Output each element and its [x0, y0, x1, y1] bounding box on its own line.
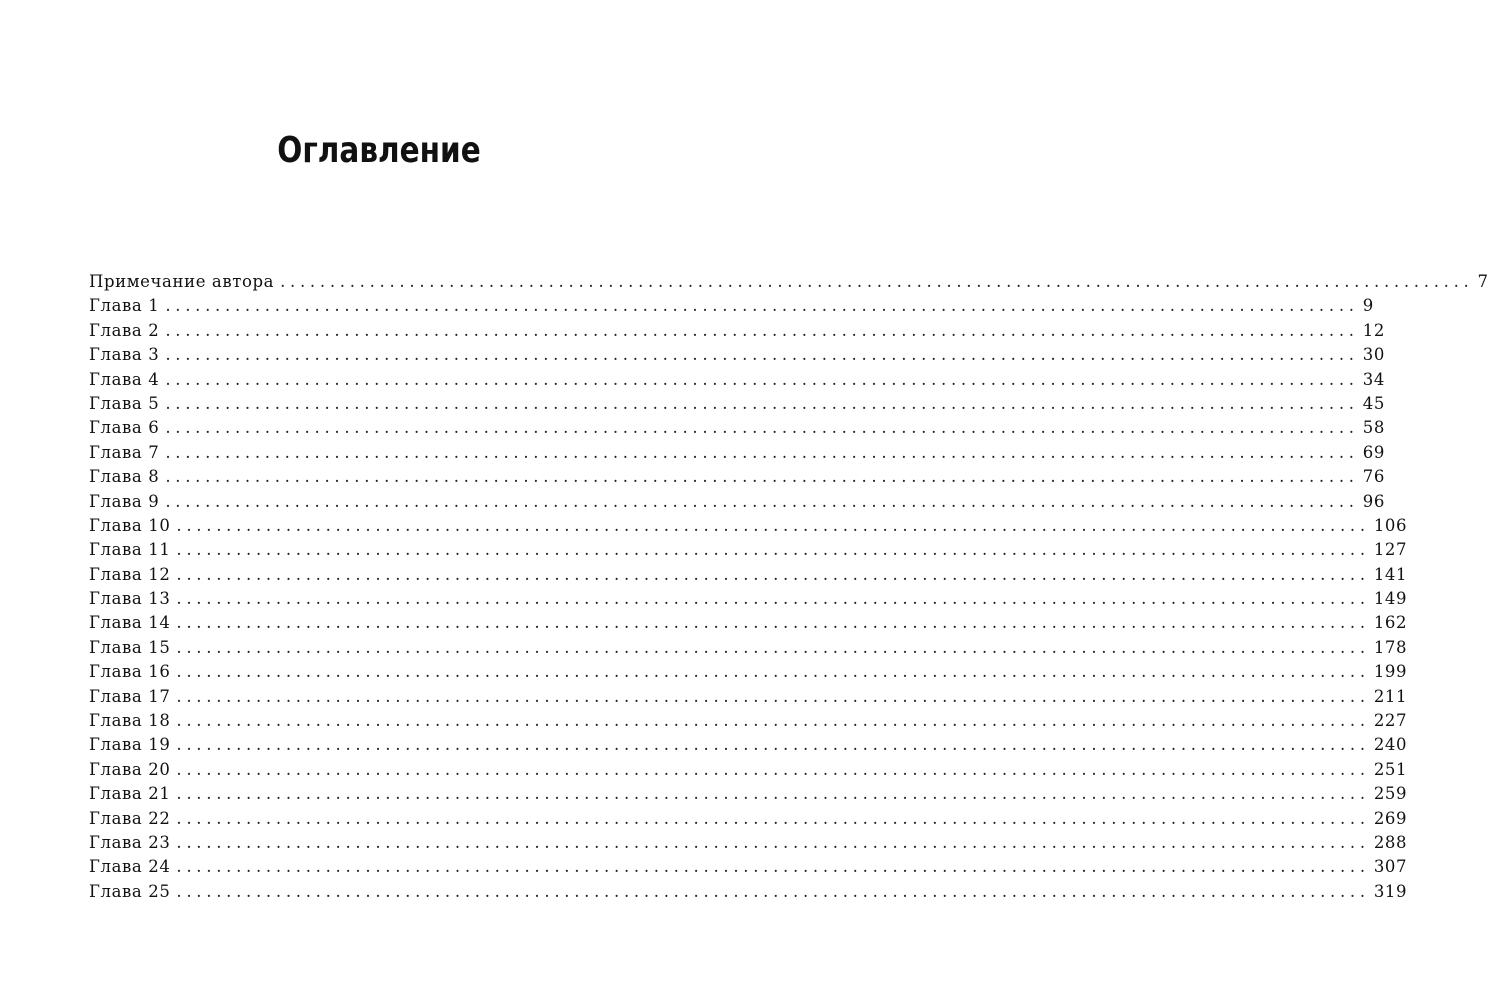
toc-entry[interactable] — [89, 855, 1408, 879]
toc-entry-page-number: 211 — [1373, 686, 1408, 706]
toc-entry-page-number: 106 — [1373, 515, 1408, 535]
toc-dot-leader: ........................................................................................................................ — [176, 881, 1370, 901]
toc-entry-page-number: 251 — [1373, 759, 1408, 779]
toc-entry[interactable] — [89, 343, 1385, 367]
toc-entry[interactable] — [89, 636, 1408, 660]
toc-dot-leader: ........................................................................................................................ — [165, 320, 1359, 340]
toc-entry[interactable] — [89, 465, 1385, 489]
toc-entry[interactable] — [89, 514, 1408, 538]
toc-entry-label: Глава 21 — [89, 784, 171, 804]
toc-entry-page-number: 96 — [1362, 491, 1385, 511]
table-of-contents — [89, 270, 1489, 904]
toc-dot-leader: ........................................................................................................................ — [176, 686, 1370, 706]
toc-entry-label: Глава 6 — [89, 418, 160, 438]
toc-entry[interactable] — [89, 294, 1374, 318]
toc-entry[interactable] — [89, 660, 1408, 684]
toc-entry-label: Глава 24 — [89, 857, 171, 877]
toc-dot-leader: ........................................................................................................................ — [280, 272, 1474, 291]
toc-dot-leader: ........................................................................................................................ — [176, 711, 1370, 731]
toc-entry-page-number: 58 — [1362, 418, 1385, 438]
toc-entry-label: Глава 17 — [89, 686, 171, 706]
toc-entry[interactable] — [89, 782, 1408, 806]
toc-dot-leader: ........................................................................................................................ — [165, 393, 1359, 413]
toc-entry-page-number: 259 — [1373, 784, 1408, 804]
toc-entry-page-number: 7 — [1477, 272, 1489, 291]
toc-dot-leader: ........................................................................................................................ — [176, 832, 1370, 852]
toc-entry-label: Глава 4 — [89, 369, 160, 389]
toc-entry-label: Глава 5 — [89, 393, 160, 413]
toc-entry-page-number: 30 — [1362, 345, 1385, 365]
toc-entry-page-number: 12 — [1362, 320, 1385, 340]
toc-entry[interactable] — [89, 587, 1408, 611]
page-title: Оглавление — [277, 130, 481, 172]
toc-dot-leader: ........................................................................................................................ — [165, 491, 1359, 511]
toc-entry-label: Глава 25 — [89, 881, 171, 901]
toc-entry-label: Глава 7 — [89, 442, 160, 462]
toc-entry-label: Глава 1 — [89, 296, 160, 316]
toc-dot-leader: ........................................................................................................................ — [176, 637, 1370, 657]
toc-entry[interactable] — [89, 368, 1385, 392]
toc-entry-page-number: 149 — [1373, 589, 1408, 609]
toc-entry[interactable] — [89, 270, 1489, 294]
toc-dot-leader: ........................................................................................................................ — [176, 515, 1370, 535]
toc-entry[interactable] — [89, 733, 1408, 757]
toc-entry[interactable] — [89, 685, 1408, 709]
toc-entry-page-number: 45 — [1362, 393, 1385, 413]
toc-entry-label: Глава 13 — [89, 589, 171, 609]
toc-entry-page-number: 199 — [1373, 662, 1408, 682]
toc-entry-page-number: 240 — [1373, 735, 1408, 755]
toc-entry[interactable] — [89, 831, 1408, 855]
toc-entry-page-number: 227 — [1373, 711, 1408, 731]
toc-entry[interactable] — [89, 807, 1408, 831]
toc-entry-page-number: 141 — [1373, 564, 1408, 584]
toc-entry-label: Глава 20 — [89, 759, 171, 779]
toc-entry[interactable] — [89, 758, 1408, 782]
toc-entry-page-number: 162 — [1373, 613, 1408, 633]
toc-entry-label: Глава 15 — [89, 637, 171, 657]
toc-entry-label: Глава 19 — [89, 735, 171, 755]
toc-dot-leader: ........................................................................................................................ — [165, 418, 1359, 438]
toc-dot-leader: ........................................................................................................................ — [176, 808, 1370, 828]
toc-entry-label: Глава 18 — [89, 711, 171, 731]
toc-entry[interactable] — [89, 441, 1385, 465]
toc-entry[interactable] — [89, 709, 1408, 733]
toc-entry-label: Глава 22 — [89, 808, 171, 828]
toc-entry-page-number: 76 — [1362, 467, 1385, 487]
toc-entry[interactable] — [89, 416, 1385, 440]
toc-dot-leader: ........................................................................................................................ — [176, 759, 1370, 779]
toc-dot-leader: ........................................................................................................................ — [165, 369, 1359, 389]
toc-dot-leader: ........................................................................................................................ — [176, 613, 1370, 633]
toc-entry-page-number: 34 — [1362, 369, 1385, 389]
toc-entry-page-number: 269 — [1373, 808, 1408, 828]
toc-entry-label: Глава 3 — [89, 345, 160, 365]
toc-entry[interactable] — [89, 490, 1385, 514]
toc-entry-page-number: 178 — [1373, 637, 1408, 657]
toc-dot-leader: ........................................................................................................................ — [165, 442, 1359, 462]
toc-dot-leader: ........................................................................................................................ — [176, 564, 1370, 584]
toc-entry-page-number: 288 — [1373, 832, 1408, 852]
toc-entry-label: Глава 10 — [89, 515, 171, 535]
toc-entry-page-number: 127 — [1373, 540, 1408, 560]
toc-entry-label: Глава 16 — [89, 662, 171, 682]
toc-dot-leader: ........................................................................................................................ — [176, 589, 1370, 609]
toc-entry[interactable] — [89, 538, 1408, 562]
toc-entry-label: Глава 14 — [89, 613, 171, 633]
toc-dot-leader: ........................................................................................................................ — [176, 540, 1370, 560]
toc-dot-leader: ........................................................................................................................ — [165, 296, 1359, 316]
toc-entry-label: Глава 2 — [89, 320, 160, 340]
toc-dot-leader: ........................................................................................................................ — [176, 735, 1370, 755]
toc-entry[interactable] — [89, 319, 1385, 343]
toc-entry-label: Глава 8 — [89, 467, 160, 487]
toc-entry-label: Примечание автора — [89, 272, 275, 291]
toc-dot-leader: ........................................................................................................................ — [176, 784, 1370, 804]
toc-entry[interactable] — [89, 563, 1408, 587]
toc-entry[interactable] — [89, 392, 1385, 416]
toc-entry-page-number: 319 — [1373, 881, 1408, 901]
toc-entry-page-number: 69 — [1362, 442, 1385, 462]
toc-dot-leader: ........................................................................................................................ — [176, 857, 1370, 877]
toc-entry-label: Глава 12 — [89, 564, 171, 584]
toc-entry[interactable] — [89, 611, 1408, 635]
toc-entry-page-number: 9 — [1362, 296, 1374, 316]
toc-dot-leader: ........................................................................................................................ — [165, 345, 1359, 365]
toc-entry[interactable] — [89, 880, 1408, 904]
toc-entry-label: Глава 23 — [89, 832, 171, 852]
toc-entry-page-number: 307 — [1373, 857, 1408, 877]
toc-dot-leader: ........................................................................................................................ — [176, 662, 1370, 682]
toc-dot-leader: ........................................................................................................................ — [165, 467, 1359, 487]
toc-entry-label: Глава 9 — [89, 491, 160, 511]
toc-entry-label: Глава 11 — [89, 540, 171, 560]
